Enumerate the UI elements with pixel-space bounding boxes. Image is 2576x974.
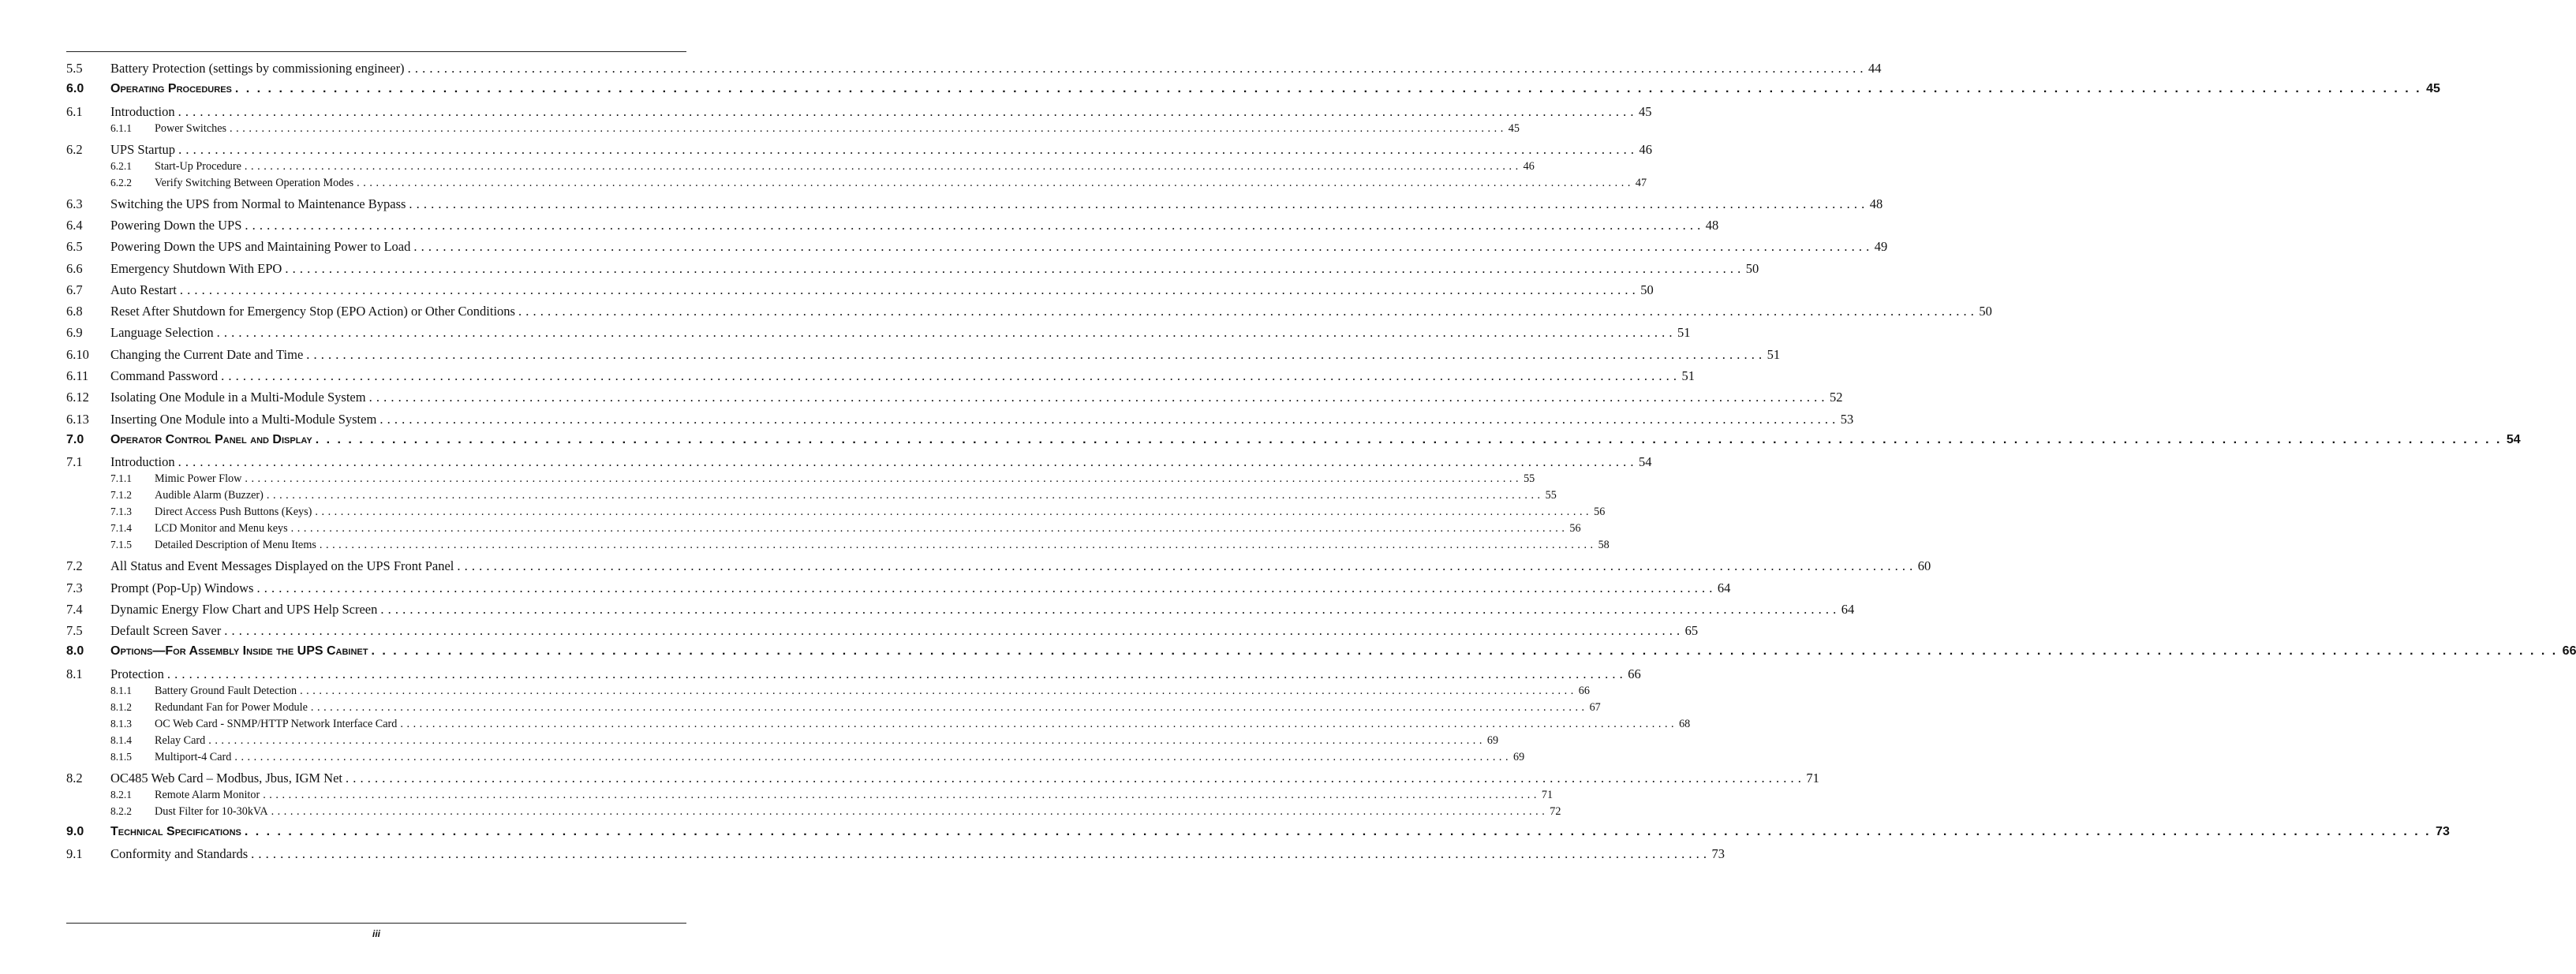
toc-number: 8.1.2 — [110, 700, 132, 713]
toc-page: 50 — [1979, 304, 1992, 319]
toc-title: OC485 Web Card – Modbus, Jbus, IGM Net — [110, 770, 342, 786]
toc-number: 6.10 — [66, 346, 89, 362]
toc-leader: . . . . . . . . . . . . . . . . . . . . . . . . . . . . . . . . . . . . . . . . . . . . . . . . . . . . . . . . . . . . . . . . . . . . . . . . . . . . . . . . . . . . . . . . . . . . . . . . . . . . . . . . . . . . . . . . . . . . . . . . . . . . . . . . . . . . . . . . . . . . . . . . . . . . . . . . . . . . . . . . . . . . . . . . . . . . . . . . . . . . . . . . . . . . . . . . . . . . . . . . — [371, 644, 2558, 659]
toc-leader: . . . . . . . . . . . . . . . . . . . . . . . . . . . . . . . . . . . . . . . . . . . . . . . . . . . . . . . . . . . . . . . . . . . . . . . . . . . . . . . . . . . . . . . . . . . . . . . . . . . . . . . . . . . . . . . . . . . . . . . . . . . . . . . . . . . . . . . . . . . . . . . . . . . . . . . . . . . . . . . . . . . . . . . . . . . . . . . . . . . . . . . . . . . . . . . . . . . . . . . . — [234, 82, 2422, 96]
toc-number: 8.1.4 — [110, 733, 132, 746]
toc-page: 72 — [1550, 804, 1561, 818]
toc-page: 52 — [1829, 390, 1843, 405]
toc-leader: . . . . . . . . . . . . . . . . . . . . . . . . . . . . . . . . . . . . . . . . . . . . . . . . . . . . . . . . . . . . . . . . . . . . . . . . . . . . . . . . . . . . . . . . . . . . . . . . . . . . . . . . . . . . . . . . . . . . . . . . . . . . . . . . . . . . . . . . . . . . . . . . . . . . . . . . . . . . . . . . . . . . . . . . . . . . . . . . . . . . . . . . . . . . . . . . . . . . . . . . — [285, 260, 1741, 276]
toc-title: Inserting One Module into a Multi-Module System — [110, 411, 377, 427]
toc-subsection[interactable] — [66, 489, 1557, 502]
toc-number: 6.2.1 — [110, 159, 132, 172]
toc-number: 7.1.1 — [110, 472, 132, 485]
toc-title: Direct Access Push Buttons (Keys) — [155, 506, 312, 519]
toc-title: Operating Procedures — [110, 82, 232, 96]
toc-page: 64 — [1717, 580, 1731, 595]
toc-number: 7.4 — [66, 601, 83, 617]
toc-section[interactable] — [66, 325, 1691, 341]
toc-title: Introduction — [110, 454, 175, 470]
toc-title: Relay Card — [155, 733, 206, 747]
toc-page: 56 — [1594, 506, 1606, 519]
toc-subsection[interactable] — [66, 522, 1581, 536]
toc-leader: . . . . . . . . . . . . . . . . . . . . . . . . . . . . . . . . . . . . . . . . . . . . . . . . . . . . . . . . . . . . . . . . . . . . . . . . . . . . . . . . . . . . . . . . . . . . . . . . . . . . . . . . . . . . . . . . . . . . . . . . . . . . . . . . . . . . . . . . . . . . . . . . . . . . . . . . . . . . . . . . . . . . . . . . . . . . . . . . . . . . . . . . . . . . . . . . . . . . . . . . — [300, 684, 1574, 697]
toc-section[interactable] — [66, 196, 1883, 212]
toc-title: Default Screen Saver — [110, 623, 222, 639]
toc-number: 9.0 — [66, 824, 84, 838]
toc-page: 45 — [1638, 103, 1652, 119]
toc-page: 51 — [1681, 368, 1695, 383]
toc-title: Battery Protection (settings by commissioning engineer) — [110, 61, 405, 76]
toc-title: Powering Down the UPS — [110, 217, 242, 233]
toc-title: Protection — [110, 666, 164, 681]
toc-title: LCD Monitor and Menu keys — [155, 522, 288, 536]
toc-subsection[interactable] — [66, 539, 1610, 552]
toc-number: 7.2 — [66, 558, 83, 574]
toc-number: 8.1.3 — [110, 717, 132, 730]
toc-number: 6.9 — [66, 325, 83, 341]
toc-page: 47 — [1635, 176, 1647, 189]
toc-number: 6.5 — [66, 239, 83, 255]
toc-leader: . . . . . . . . . . . . . . . . . . . . . . . . . . . . . . . . . . . . . . . . . . . . . . . . . . . . . . . . . . . . . . . . . . . . . . . . . . . . . . . . . . . . . . . . . . . . . . . . . . . . . . . . . . . . . . . . . . . . . . . . . . . . . . . . . . . . . . . . . . . . . . . . . . . . . . . . . . . . . . . . . . . . . . . . . . . . . . . . . . . . . . . . . . . . . . . . . . . . . . . . — [413, 239, 1870, 255]
toc-number: 8.2 — [66, 770, 83, 786]
toc-number: 6.11 — [66, 368, 89, 383]
toc-page: 73 — [2436, 824, 2450, 838]
toc-section[interactable] — [66, 61, 1882, 77]
toc-chapter[interactable] — [66, 432, 2521, 447]
toc-leader: . . . . . . . . . . . . . . . . . . . . . . . . . . . . . . . . . . . . . . . . . . . . . . . . . . . . . . . . . . . . . . . . . . . . . . . . . . . . . . . . . . . . . . . . . . . . . . . . . . . . . . . . . . . . . . . . . . . . . . . . . . . . . . . . . . . . . . . . . . . . . . . . . . . . . . . . . . . . . . . . . . . . . . . . . . . . . . . . . . . . . . . . . . . . . . . . . . . . . . . . — [407, 61, 1864, 76]
toc-title: Mimic Power Flow — [155, 472, 242, 486]
toc-page: 50 — [1745, 260, 1759, 276]
toc-page: 56 — [1569, 522, 1581, 536]
toc-number: 6.1.1 — [110, 121, 132, 134]
toc-page: 45 — [2426, 82, 2440, 96]
toc-leader: . . . . . . . . . . . . . . . . . . . . . . . . . . . . . . . . . . . . . . . . . . . . . . . . . . . . . . . . . . . . . . . . . . . . . . . . . . . . . . . . . . . . . . . . . . . . . . . . . . . . . . . . . . . . . . . . . . . . . . . . . . . . . . . . . . . . . . . . . . . . . . . . . . . . . . . . . . . . . . . . . . . . . . . . . . . . . . . . . . . . . . . . . . . . . . . . . . . . . . . . — [315, 432, 2502, 446]
toc-title: OC Web Card - SNMP/HTTP Network Interface Card — [155, 717, 398, 730]
toc-title: Changing the Current Date and Time — [110, 346, 304, 362]
toc-title: Start-Up Procedure — [155, 159, 241, 173]
toc-section[interactable] — [66, 304, 1992, 319]
toc-page: 73 — [1711, 846, 1725, 861]
toc-leader: . . . . . . . . . . . . . . . . . . . . . . . . . . . . . . . . . . . . . . . . . . . . . . . . . . . . . . . . . . . . . . . . . . . . . . . . . . . . . . . . . . . . . . . . . . . . . . . . . . . . . . . . . . . . . . . . . . . . . . . . . . . . . . . . . . . . . . . . . . . . . . . . . . . . . . . . . . . . . . . . . . . . . . . . . . . . . . . . . . . . . . . . . . . . . . . . . . . . . . . . — [457, 558, 1913, 574]
toc-subsection[interactable] — [66, 717, 1691, 731]
toc-leader: . . . . . . . . . . . . . . . . . . . . . . . . . . . . . . . . . . . . . . . . . . . . . . . . . . . . . . . . . . . . . . . . . . . . . . . . . . . . . . . . . . . . . . . . . . . . . . . . . . . . . . . . . . . . . . . . . . . . . . . . . . . . . . . . . . . . . . . . . . . . . . . . . . . . . . . . . . . . . . . . . . . . . . . . . . . . . . . . . . . . . . . . . . . . . . . . . . . . . . . . — [271, 804, 1546, 818]
toc-number: 6.13 — [66, 411, 89, 427]
toc-section[interactable] — [66, 558, 1931, 574]
toc-leader: . . . . . . . . . . . . . . . . . . . . . . . . . . . . . . . . . . . . . . . . . . . . . . . . . . . . . . . . . . . . . . . . . . . . . . . . . . . . . . . . . . . . . . . . . . . . . . . . . . . . . . . . . . . . . . . . . . . . . . . . . . . . . . . . . . . . . . . . . . . . . . . . . . . . . . . . . . . . . . . . . . . . . . . . . . . . . . . . . . . . . . . . . . . . . . . . . . . . . . . . — [244, 824, 2432, 838]
toc-title: Prompt (Pop-Up) Windows — [110, 580, 254, 595]
toc-section[interactable] — [66, 346, 1781, 363]
toc-number: 8.2.1 — [110, 788, 132, 800]
toc-subsection[interactable] — [66, 733, 1499, 748]
toc-title: Conformity and Standards — [110, 846, 249, 861]
toc-leader: . . . . . . . . . . . . . . . . . . . . . . . . . . . . . . . . . . . . . . . . . . . . . . . . . . . . . . . . . . . . . . . . . . . . . . . . . . . . . . . . . . . . . . . . . . . . . . . . . . . . . . . . . . . . . . . . . . . . . . . . . . . . . . . . . . . . . . . . . . . . . . . . . . . . . . . . . . . . . . . . . . . . . . . . . . . . . . . . . . . . . . . . . . . . . . . . . . . . . . . . — [368, 390, 1825, 405]
toc-number: 7.1.2 — [110, 489, 132, 502]
toc-title: Verify Switching Between Operation Modes — [155, 176, 354, 189]
toc-section[interactable] — [66, 141, 1652, 158]
toc-section[interactable] — [66, 454, 1652, 470]
toc-chapter[interactable] — [66, 82, 2440, 96]
toc-page: 54 — [2506, 432, 2521, 446]
toc-number: 7.1.5 — [110, 539, 132, 551]
toc-leader: . . . . . . . . . . . . . . . . . . . . . . . . . . . . . . . . . . . . . . . . . . . . . . . . . . . . . . . . . . . . . . . . . . . . . . . . . . . . . . . . . . . . . . . . . . . . . . . . . . . . . . . . . . . . . . . . . . . . . . . . . . . . . . . . . . . . . . . . . . . . . . . . . . . . . . . . . . . . . . . . . . . . . . . . . . . . . . . . . . . . . . . . . . . . . . . . . . . . . . . . — [166, 666, 1624, 681]
toc-title: Reset After Shutdown for Emergency Stop (EPO Action) or Other Conditions — [110, 304, 515, 319]
toc-section[interactable] — [66, 580, 1731, 596]
toc-number: 6.1 — [66, 103, 83, 119]
toc-leader: . . . . . . . . . . . . . . . . . . . . . . . . . . . . . . . . . . . . . . . . . . . . . . . . . . . . . . . . . . . . . . . . . . . . . . . . . . . . . . . . . . . . . . . . . . . . . . . . . . . . . . . . . . . . . . . . . . . . . . . . . . . . . . . . . . . . . . . . . . . . . . . . . . . . . . . . . . . . . . . . . . . . . . . . . . . . . . . . . . . . . . . . . . . . . . . . . . . . . . . . — [400, 717, 1675, 730]
toc-leader: . . . . . . . . . . . . . . . . . . . . . . . . . . . . . . . . . . . . . . . . . . . . . . . . . . . . . . . . . . . . . . . . . . . . . . . . . . . . . . . . . . . . . . . . . . . . . . . . . . . . . . . . . . . . . . . . . . . . . . . . . . . . . . . . . . . . . . . . . . . . . . . . . . . . . . . . . . . . . . . . . . . . . . . . . . . . . . . . . . . . . . . . . . . . . . . . . . . . . . . . — [224, 623, 1681, 639]
toc-number: 6.4 — [66, 217, 83, 233]
toc-page: 69 — [1486, 733, 1499, 747]
toc-page: 67 — [1589, 700, 1601, 714]
toc-title: Powering Down the UPS and Maintaining Power to Load — [110, 239, 411, 255]
toc-title: Technical Specifications — [110, 824, 241, 838]
toc-leader: . . . . . . . . . . . . . . . . . . . . . . . . . . . . . . . . . . . . . . . . . . . . . . . . . . . . . . . . . . . . . . . . . . . . . . . . . . . . . . . . . . . . . . . . . . . . . . . . . . . . . . . . . . . . . . . . . . . . . . . . . . . . . . . . . . . . . . . . . . . . . . . . . . . . . . . . . . . . . . . . . . . . . . . . . . . . . . . . . . . . . . . . . . . . . . . . . . . . . . . . — [357, 176, 1631, 189]
toc-leader: . . . . . . . . . . . . . . . . . . . . . . . . . . . . . . . . . . . . . . . . . . . . . . . . . . . . . . . . . . . . . . . . . . . . . . . . . . . . . . . . . . . . . . . . . . . . . . . . . . . . . . . . . . . . . . . . . . . . . . . . . . . . . . . . . . . . . . . . . . . . . . . . . . . . . . . . . . . . . . . . . . . . . . . . . . . . . . . . . . . . . . . . . . . . . . . . . . . . . . . . — [346, 770, 1802, 786]
toc-section[interactable] — [66, 411, 1854, 427]
toc-number: 7.3 — [66, 580, 83, 595]
toc-leader: . . . . . . . . . . . . . . . . . . . . . . . . . . . . . . . . . . . . . . . . . . . . . . . . . . . . . . . . . . . . . . . . . . . . . . . . . . . . . . . . . . . . . . . . . . . . . . . . . . . . . . . . . . . . . . . . . . . . . . . . . . . . . . . . . . . . . . . . . . . . . . . . . . . . . . . . . . . . . . . . . . . . . . . . . . . . . . . . . . . . . . . . . . . . . . . . . . . . . . . . — [380, 601, 1837, 617]
toc-title: Switching the UPS from Normal to Maintenance Bypass — [110, 196, 406, 211]
toc-chapter[interactable] — [66, 824, 2450, 839]
toc-section[interactable] — [66, 601, 1855, 618]
toc-subsection[interactable] — [66, 121, 1520, 136]
page-number: iii — [372, 928, 380, 939]
toc-number: 7.1 — [66, 454, 83, 470]
toc-number: 6.2.2 — [110, 176, 132, 188]
toc-page: 71 — [1541, 788, 1553, 801]
toc-page: 53 — [1840, 411, 1854, 427]
toc-number: 6.0 — [66, 82, 84, 96]
toc-section[interactable] — [66, 770, 1819, 786]
toc-leader: . . . . . . . . . . . . . . . . . . . . . . . . . . . . . . . . . . . . . . . . . . . . . . . . . . . . . . . . . . . . . . . . . . . . . . . . . . . . . . . . . . . . . . . . . . . . . . . . . . . . . . . . . . . . . . . . . . . . . . . . . . . . . . . . . . . . . . . . . . . . . . . . . . . . . . . . . . . . . . . . . . . . . . . . . . . . . . . . . . . . . . . . . . . . . . . . . . . . . . . . — [179, 282, 1636, 297]
toc-leader: . . . . . . . . . . . . . . . . . . . . . . . . . . . . . . . . . . . . . . . . . . . . . . . . . . . . . . . . . . . . . . . . . . . . . . . . . . . . . . . . . . . . . . . . . . . . . . . . . . . . . . . . . . . . . . . . . . . . . . . . . . . . . . . . . . . . . . . . . . . . . . . . . . . . . . . . . . . . . . . . . . . . . . . . . . . . . . . . . . . . . . . . . . . . . . . . . . . . . . . . — [319, 539, 1594, 552]
toc-page: 45 — [1508, 121, 1520, 135]
toc-section[interactable] — [66, 282, 1654, 298]
toc-title: Language Selection — [110, 325, 214, 341]
toc-title: Audible Alarm (Buzzer) — [155, 489, 264, 502]
toc-page: 48 — [1705, 217, 1719, 233]
toc-title: Detailed Description of Menu Items — [155, 539, 316, 552]
toc-leader: . . . . . . . . . . . . . . . . . . . . . . . . . . . . . . . . . . . . . . . . . . . . . . . . . . . . . . . . . . . . . . . . . . . . . . . . . . . . . . . . . . . . . . . . . . . . . . . . . . . . . . . . . . . . . . . . . . . . . . . . . . . . . . . . . . . . . . . . . . . . . . . . . . . . . . . . . . . . . . . . . . . . . . . . . . . . . . . . . . . . . . . . . . . . . . . . . . . . . . . . — [266, 489, 1541, 502]
toc-title: UPS Startup — [110, 141, 176, 157]
toc-leader: . . . . . . . . . . . . . . . . . . . . . . . . . . . . . . . . . . . . . . . . . . . . . . . . . . . . . . . . . . . . . . . . . . . . . . . . . . . . . . . . . . . . . . . . . . . . . . . . . . . . . . . . . . . . . . . . . . . . . . . . . . . . . . . . . . . . . . . . . . . . . . . . . . . . . . . . . . . . . . . . . . . . . . . . . . . . . . . . . . . . . . . . . . . . . . . . . . . . . . . . — [221, 368, 1677, 383]
toc-leader: . . . . . . . . . . . . . . . . . . . . . . . . . . . . . . . . . . . . . . . . . . . . . . . . . . . . . . . . . . . . . . . . . . . . . . . . . . . . . . . . . . . . . . . . . . . . . . . . . . . . . . . . . . . . . . . . . . . . . . . . . . . . . . . . . . . . . . . . . . . . . . . . . . . . . . . . . . . . . . . . . . . . . . . . . . . . . . . . . . . . . . . . . . . . . . . . . . . . . . . . — [409, 196, 1865, 211]
toc-page: 64 — [1841, 601, 1855, 617]
toc-title: Auto Restart — [110, 282, 177, 297]
toc-number: 7.1.4 — [110, 522, 132, 535]
toc-leader: . . . . . . . . . . . . . . . . . . . . . . . . . . . . . . . . . . . . . . . . . . . . . . . . . . . . . . . . . . . . . . . . . . . . . . . . . . . . . . . . . . . . . . . . . . . . . . . . . . . . . . . . . . . . . . . . . . . . . . . . . . . . . . . . . . . . . . . . . . . . . . . . . . . . . . . . . . . . . . . . . . . . . . . . . . . . . . . . . . . . . . . . . . . . . . . . . . . . . . . . — [251, 846, 1707, 861]
toc-section[interactable] — [66, 623, 1699, 639]
toc-page: 60 — [1917, 558, 1931, 574]
toc-subsection[interactable] — [66, 804, 1561, 819]
toc-page: 50 — [1640, 282, 1654, 297]
toc-number: 6.3 — [66, 196, 83, 211]
toc-page: 55 — [1524, 472, 1535, 486]
toc-leader: . . . . . . . . . . . . . . . . . . . . . . . . . . . . . . . . . . . . . . . . . . . . . . . . . . . . . . . . . . . . . . . . . . . . . . . . . . . . . . . . . . . . . . . . . . . . . . . . . . . . . . . . . . . . . . . . . . . . . . . . . . . . . . . . . . . . . . . . . . . . . . . . . . . . . . . . . . . . . . . . . . . . . . . . . . . . . . . . . . . . . . . . . . . . . . . . . . . . . . . . — [208, 733, 1482, 747]
toc-number: 7.1.3 — [110, 506, 132, 518]
toc-title: Command Password — [110, 368, 219, 383]
toc-leader: . . . . . . . . . . . . . . . . . . . . . . . . . . . . . . . . . . . . . . . . . . . . . . . . . . . . . . . . . . . . . . . . . . . . . . . . . . . . . . . . . . . . . . . . . . . . . . . . . . . . . . . . . . . . . . . . . . . . . . . . . . . . . . . . . . . . . . . . . . . . . . . . . . . . . . . . . . . . . . . . . . . . . . . . . . . . . . . . . . . . . . . . . . . . . . . . . . . . . . . . — [315, 506, 1590, 519]
toc-leader: . . . . . . . . . . . . . . . . . . . . . . . . . . . . . . . . . . . . . . . . . . . . . . . . . . . . . . . . . . . . . . . . . . . . . . . . . . . . . . . . . . . . . . . . . . . . . . . . . . . . . . . . . . . . . . . . . . . . . . . . . . . . . . . . . . . . . . . . . . . . . . . . . . . . . . . . . . . . . . . . . . . . . . . . . . . . . . . . . . . . . . . . . . . . . . . . . . . . . . . . — [306, 346, 1763, 362]
toc-chapter[interactable] — [66, 644, 2576, 659]
toc-number: 8.1.5 — [110, 750, 132, 763]
toc-number: 6.7 — [66, 282, 83, 297]
toc-page: 46 — [1523, 159, 1535, 173]
toc-page: 46 — [1639, 141, 1652, 157]
toc-page: 58 — [1598, 539, 1610, 552]
toc-page: 66 — [1628, 666, 1641, 681]
toc-leader: . . . . . . . . . . . . . . . . . . . . . . . . . . . . . . . . . . . . . . . . . . . . . . . . . . . . . . . . . . . . . . . . . . . . . . . . . . . . . . . . . . . . . . . . . . . . . . . . . . . . . . . . . . . . . . . . . . . . . . . . . . . . . . . . . . . . . . . . . . . . . . . . . . . . . . . . . . . . . . . . . . . . . . . . . . . . . . . . . . . . . . . . . . . . . . . . . . . . . . . . — [245, 217, 1701, 233]
toc-section[interactable] — [66, 666, 1641, 682]
toc-subsection[interactable] — [66, 684, 1590, 698]
toc-section[interactable] — [66, 390, 1843, 405]
toc-page: 68 — [1679, 717, 1691, 730]
toc-section[interactable] — [66, 103, 1652, 120]
toc-leader: . . . . . . . . . . . . . . . . . . . . . . . . . . . . . . . . . . . . . . . . . . . . . . . . . . . . . . . . . . . . . . . . . . . . . . . . . . . . . . . . . . . . . . . . . . . . . . . . . . . . . . . . . . . . . . . . . . . . . . . . . . . . . . . . . . . . . . . . . . . . . . . . . . . . . . . . . . . . . . . . . . . . . . . . . . . . . . . . . . . . . . . . . . . . . . . . . . . . . . . . — [256, 580, 1713, 595]
toc-number: 6.8 — [66, 304, 83, 319]
header-rule — [66, 51, 686, 52]
toc-title: Battery Ground Fault Detection — [155, 684, 297, 697]
toc-section[interactable] — [66, 846, 1725, 862]
toc-leader: . . . . . . . . . . . . . . . . . . . . . . . . . . . . . . . . . . . . . . . . . . . . . . . . . . . . . . . . . . . . . . . . . . . . . . . . . . . . . . . . . . . . . . . . . . . . . . . . . . . . . . . . . . . . . . . . . . . . . . . . . . . . . . . . . . . . . . . . . . . . . . . . . . . . . . . . . . . . . . . . . . . . . . . . . . . . . . . . . . . . . . . . . . . . . . . . . . . . . . . . — [290, 522, 1565, 536]
toc-title: Emergency Shutdown With EPO — [110, 260, 282, 276]
toc-page: 51 — [1767, 346, 1781, 362]
toc-page: 71 — [1806, 770, 1819, 786]
toc-section[interactable] — [66, 368, 1695, 384]
toc-subsection[interactable] — [66, 176, 1647, 190]
toc-number: 6.6 — [66, 260, 83, 276]
toc-number: 8.2.2 — [110, 804, 132, 817]
toc-subsection[interactable] — [66, 159, 1535, 174]
toc-number: 6.2 — [66, 141, 83, 157]
toc-number: 8.0 — [66, 644, 84, 659]
toc-number: 6.12 — [66, 390, 89, 405]
toc-leader: . . . . . . . . . . . . . . . . . . . . . . . . . . . . . . . . . . . . . . . . . . . . . . . . . . . . . . . . . . . . . . . . . . . . . . . . . . . . . . . . . . . . . . . . . . . . . . . . . . . . . . . . . . . . . . . . . . . . . . . . . . . . . . . . . . . . . . . . . . . . . . . . . . . . . . . . . . . . . . . . . . . . . . . . . . . . . . . . . . . . . . . . . . . . . . . . . . . . . . . . — [379, 411, 1836, 427]
toc-title: Remote Alarm Monitor — [155, 788, 260, 801]
toc-title: Power Switches — [155, 121, 227, 135]
toc-section[interactable] — [66, 260, 1759, 277]
toc-leader: . . . . . . . . . . . . . . . . . . . . . . . . . . . . . . . . . . . . . . . . . . . . . . . . . . . . . . . . . . . . . . . . . . . . . . . . . . . . . . . . . . . . . . . . . . . . . . . . . . . . . . . . . . . . . . . . . . . . . . . . . . . . . . . . . . . . . . . . . . . . . . . . . . . . . . . . . . . . . . . . . . . . . . . . . . . . . . . . . . . . . . . . . . . . . . . . . . . . . . . . — [245, 472, 1520, 486]
toc-leader: . . . . . . . . . . . . . . . . . . . . . . . . . . . . . . . . . . . . . . . . . . . . . . . . . . . . . . . . . . . . . . . . . . . . . . . . . . . . . . . . . . . . . . . . . . . . . . . . . . . . . . . . . . . . . . . . . . . . . . . . . . . . . . . . . . . . . . . . . . . . . . . . . . . . . . . . . . . . . . . . . . . . . . . . . . . . . . . . . . . . . . . . . . . . . . . . . . . . . . . . — [216, 325, 1673, 341]
toc-page: 49 — [1874, 239, 1888, 255]
toc-number: 7.0 — [66, 432, 84, 446]
toc-page: 66 — [2562, 644, 2576, 659]
footer-rule — [66, 923, 686, 924]
toc-title: Isolating One Module in a Multi-Module System — [110, 390, 366, 405]
toc-title: Options—For Assembly Inside the UPS Cabinet — [110, 644, 368, 659]
toc-leader: . . . . . . . . . . . . . . . . . . . . . . . . . . . . . . . . . . . . . . . . . . . . . . . . . . . . . . . . . . . . . . . . . . . . . . . . . . . . . . . . . . . . . . . . . . . . . . . . . . . . . . . . . . . . . . . . . . . . . . . . . . . . . . . . . . . . . . . . . . . . . . . . . . . . . . . . . . . . . . . . . . . . . . . . . . . . . . . . . . . . . . . . . . . . . . . . . . . . . . . . — [234, 750, 1509, 763]
toc-number: 8.1 — [66, 666, 83, 681]
toc-page: 54 — [1638, 454, 1652, 470]
toc-title: Operator Control Panel and Display — [110, 432, 312, 446]
toc-section[interactable] — [66, 217, 1719, 233]
toc-subsection[interactable] — [66, 700, 1601, 715]
toc-leader: . . . . . . . . . . . . . . . . . . . . . . . . . . . . . . . . . . . . . . . . . . . . . . . . . . . . . . . . . . . . . . . . . . . . . . . . . . . . . . . . . . . . . . . . . . . . . . . . . . . . . . . . . . . . . . . . . . . . . . . . . . . . . . . . . . . . . . . . . . . . . . . . . . . . . . . . . . . . . . . . . . . . . . . . . . . . . . . . . . . . . . . . . . . . . . . . . . . . . . . . — [310, 700, 1585, 714]
toc-title: Introduction — [110, 103, 175, 119]
toc-page: 48 — [1869, 196, 1883, 211]
toc-leader: . . . . . . . . . . . . . . . . . . . . . . . . . . . . . . . . . . . . . . . . . . . . . . . . . . . . . . . . . . . . . . . . . . . . . . . . . . . . . . . . . . . . . . . . . . . . . . . . . . . . . . . . . . . . . . . . . . . . . . . . . . . . . . . . . . . . . . . . . . . . . . . . . . . . . . . . . . . . . . . . . . . . . . . . . . . . . . . . . . . . . . . . . . . . . . . . . . . . . . . . — [230, 121, 1504, 135]
toc-number: 9.1 — [66, 846, 83, 861]
toc-section[interactable] — [66, 239, 1888, 255]
toc-page: 66 — [1578, 684, 1590, 697]
toc-title: Dynamic Energy Flow Chart and UPS Help Screen — [110, 601, 378, 617]
toc-leader: . . . . . . . . . . . . . . . . . . . . . . . . . . . . . . . . . . . . . . . . . . . . . . . . . . . . . . . . . . . . . . . . . . . . . . . . . . . . . . . . . . . . . . . . . . . . . . . . . . . . . . . . . . . . . . . . . . . . . . . . . . . . . . . . . . . . . . . . . . . . . . . . . . . . . . . . . . . . . . . . . . . . . . . . . . . . . . . . . . . . . . . . . . . . . . . . . . . . . . . . — [178, 141, 1635, 157]
toc-subsection[interactable] — [66, 506, 1606, 519]
toc-title: All Status and Event Messages Displayed on the UPS Front Panel — [110, 558, 454, 574]
toc-leader: . . . . . . . . . . . . . . . . . . . . . . . . . . . . . . . . . . . . . . . . . . . . . . . . . . . . . . . . . . . . . . . . . . . . . . . . . . . . . . . . . . . . . . . . . . . . . . . . . . . . . . . . . . . . . . . . . . . . . . . . . . . . . . . . . . . . . . . . . . . . . . . . . . . . . . . . . . . . . . . . . . . . . . . . . . . . . . . . . . . . . . . . . . . . . . . . . . . . . . . . — [178, 454, 1634, 470]
toc-subsection[interactable] — [66, 788, 1553, 802]
toc-page: 69 — [1513, 750, 1525, 763]
toc-number: 7.5 — [66, 623, 83, 639]
toc-page: 51 — [1677, 325, 1691, 341]
toc-leader: . . . . . . . . . . . . . . . . . . . . . . . . . . . . . . . . . . . . . . . . . . . . . . . . . . . . . . . . . . . . . . . . . . . . . . . . . . . . . . . . . . . . . . . . . . . . . . . . . . . . . . . . . . . . . . . . . . . . . . . . . . . . . . . . . . . . . . . . . . . . . . . . . . . . . . . . . . . . . . . . . . . . . . . . . . . . . . . . . . . . . . . . . . . . . . . . . . . . . . . . — [518, 304, 1975, 319]
toc-subsection[interactable] — [66, 750, 1525, 764]
toc-page: 44 — [1868, 61, 1882, 76]
toc-number: 5.5 — [66, 61, 83, 76]
toc-title: Redundant Fan for Power Module — [155, 700, 308, 714]
toc-page: 55 — [1545, 489, 1557, 502]
toc-leader: . . . . . . . . . . . . . . . . . . . . . . . . . . . . . . . . . . . . . . . . . . . . . . . . . . . . . . . . . . . . . . . . . . . . . . . . . . . . . . . . . . . . . . . . . . . . . . . . . . . . . . . . . . . . . . . . . . . . . . . . . . . . . . . . . . . . . . . . . . . . . . . . . . . . . . . . . . . . . . . . . . . . . . . . . . . . . . . . . . . . . . . . . . . . . . . . . . . . . . . . — [178, 103, 1634, 119]
toc-subsection[interactable] — [66, 472, 1535, 486]
toc-number: 8.1.1 — [110, 684, 132, 696]
toc-leader: . . . . . . . . . . . . . . . . . . . . . . . . . . . . . . . . . . . . . . . . . . . . . . . . . . . . . . . . . . . . . . . . . . . . . . . . . . . . . . . . . . . . . . . . . . . . . . . . . . . . . . . . . . . . . . . . . . . . . . . . . . . . . . . . . . . . . . . . . . . . . . . . . . . . . . . . . . . . . . . . . . . . . . . . . . . . . . . . . . . . . . . . . . . . . . . . . . . . . . . . — [244, 159, 1519, 173]
toc-page: 65 — [1684, 623, 1699, 639]
toc-title: Multiport-4 Card — [155, 750, 232, 763]
toc-title: Dust Filter for 10-30kVA — [155, 804, 268, 818]
toc-leader: . . . . . . . . . . . . . . . . . . . . . . . . . . . . . . . . . . . . . . . . . . . . . . . . . . . . . . . . . . . . . . . . . . . . . . . . . . . . . . . . . . . . . . . . . . . . . . . . . . . . . . . . . . . . . . . . . . . . . . . . . . . . . . . . . . . . . . . . . . . . . . . . . . . . . . . . . . . . . . . . . . . . . . . . . . . . . . . . . . . . . . . . . . . . . . . . . . . . . . . . — [263, 788, 1537, 801]
